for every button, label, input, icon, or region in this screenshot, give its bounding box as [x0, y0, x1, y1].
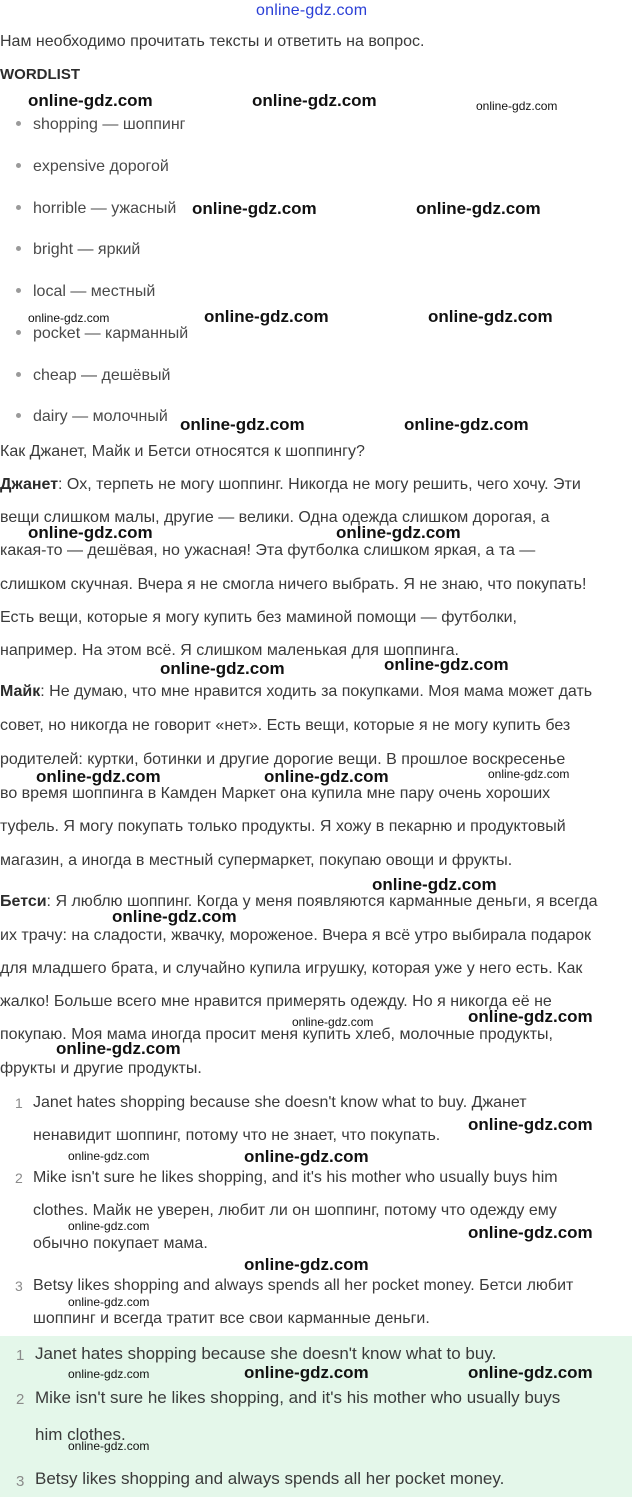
watermark: online-gdz.com — [28, 523, 153, 542]
answer-line: Betsy likes shopping and always spends all her pocket money. — [35, 1469, 505, 1488]
answer-number: 3 — [16, 1473, 25, 1490]
paragraph-text: : Я люблю шоппинг. Когда у меня появляются карманные деньги, я всегда — [46, 893, 598, 910]
list-item-text: local — местный — [33, 283, 156, 300]
watermark: online-gdz.com — [336, 523, 461, 542]
watermark: online-gdz.com — [68, 1219, 150, 1233]
bullet-icon — [16, 163, 21, 168]
paragraph-line: во время шоппинга в Камден Маркет она купила мне пару очень хороших — [0, 785, 551, 802]
watermark: online-gdz.com — [264, 767, 389, 786]
list-item-text: dairy — молочный — [33, 408, 168, 425]
answer-line: шоппинг и всегда тратит все свои карманные деньги. — [33, 1310, 430, 1327]
speaker-name: Бетси — [0, 893, 47, 910]
bullet-icon — [16, 330, 21, 335]
watermark: online-gdz.com — [468, 1363, 593, 1382]
answer-panel — [0, 1336, 632, 1497]
watermark: online-gdz.com — [68, 1149, 150, 1163]
watermark: online-gdz.com — [244, 1255, 369, 1274]
watermark: online-gdz.com — [68, 1295, 150, 1309]
list-item — [16, 158, 169, 176]
watermark: online-gdz.com — [468, 1007, 593, 1026]
watermark: online-gdz.com — [180, 415, 305, 434]
watermark: online-gdz.com — [36, 767, 161, 786]
answer-line: Betsy likes shopping and always spends all her pocket money. Бетси любит — [33, 1277, 574, 1294]
paragraph-line: например. На этом всё. Я слишком маленькая для шоппинга. — [0, 642, 459, 659]
answer-line: clothes. Майк не уверен, любит ли он шоппинг, потому что одежду ему — [33, 1202, 557, 1219]
list-item — [16, 367, 170, 385]
watermark: online-gdz.com — [372, 875, 497, 894]
list-item — [16, 325, 188, 343]
watermark: online-gdz.com — [428, 307, 553, 326]
watermark: online-gdz.com — [160, 659, 285, 678]
paragraph-line — [0, 475, 581, 495]
list-item-text: cheap — дешёвый — [33, 367, 171, 384]
watermark: online-gdz.com — [252, 91, 377, 110]
answer-number: 1 — [15, 1095, 23, 1111]
paragraph-line: вещи слишком малы, другие — велики. Одна одежда слишком дорогая, а — [0, 509, 550, 526]
answer-line: обычно покупает мама. — [33, 1235, 208, 1252]
bullet-icon — [16, 205, 21, 210]
answer-line: ненавидит шоппинг, потому что не знает, что покупать. — [33, 1127, 441, 1144]
paragraph-text: : Не думаю, что мне нравится ходить за покупками. Моя мама может дать — [40, 683, 593, 700]
paragraph-line — [0, 682, 592, 702]
paragraph-line: совет, но никогда не говорит «нет». Есть вещи, которые я не могу купить без — [0, 717, 571, 734]
paragraph-line: для младшего брата, и случайно купила игрушку, которая уже у него есть. Как — [0, 960, 583, 977]
watermark: online-gdz.com — [488, 767, 570, 781]
bullet-icon — [16, 413, 21, 418]
answer-number: 2 — [15, 1170, 23, 1186]
answer-number: 1 — [16, 1347, 25, 1364]
question-text: Как Джанет, Майк и Бетси относятся к шоппингу? — [0, 443, 365, 460]
answer-line: Janet hates shopping because she doesn't know what to buy. Джанет — [33, 1094, 527, 1111]
watermark: online-gdz.com — [28, 91, 153, 110]
watermark: online-gdz.com — [56, 1039, 181, 1058]
list-item-text: horrible — ужасный — [33, 200, 177, 217]
list-item — [16, 241, 140, 259]
watermark: online-gdz.com — [192, 199, 317, 218]
list-item-text: bright — яркий — [33, 241, 141, 258]
paragraph-line: Есть вещи, которые я могу купить без маминой помощи — футболки, — [0, 609, 517, 626]
list-item-text: pocket — карманный — [33, 325, 189, 342]
answer-number: 3 — [15, 1278, 23, 1294]
list-item — [16, 200, 176, 218]
watermark: online-gdz.com — [468, 1115, 593, 1134]
answer-line: Mike isn't sure he likes shopping, and it's his mother who usually buys him — [33, 1169, 558, 1186]
watermark: online-gdz.com — [244, 1147, 369, 1166]
paragraph-line: слишком скучная. Вчера я не смогла ничего выбрать. Я не знаю, что покупать! — [0, 576, 587, 593]
answer-line: Mike isn't sure he likes shopping, and it's his mother who usually buys — [35, 1388, 561, 1407]
bullet-icon — [16, 288, 21, 293]
paragraph-line: туфель. Я могу покупать только продукты. Я хожу в пекарню и продуктовый — [0, 818, 566, 835]
answer-line: him clothes. — [35, 1425, 126, 1444]
watermark: online-gdz.com — [28, 311, 110, 325]
list-item-text: expensive дорогой — [33, 158, 169, 175]
watermark: online-gdz.com — [292, 1015, 374, 1029]
intro-text: Нам необходимо прочитать тексты и ответить на вопрос. — [0, 33, 425, 50]
watermark: online-gdz.com — [384, 655, 509, 674]
paragraph-line: их трачу: на сладости, жвачку, мороженое. Вчера я всё утро выбирала подарок — [0, 927, 591, 944]
paragraph-line: фрукты и другие продукты. — [0, 1060, 202, 1077]
list-item — [16, 408, 168, 426]
watermark: online-gdz.com — [416, 199, 541, 218]
watermark: online-gdz.com — [404, 415, 529, 434]
list-item — [16, 116, 186, 134]
paragraph-line — [0, 892, 598, 912]
list-item — [16, 283, 155, 301]
paragraph-line: покупаю. Моя мама иногда просит меня купить хлеб, молочные продукты, — [0, 1026, 553, 1043]
speaker-name: Майк — [0, 683, 41, 700]
bullet-icon — [16, 372, 21, 377]
wordlist-title: WORDLIST — [0, 66, 80, 83]
bullet-icon — [16, 246, 21, 251]
site-header-link[interactable]: online-gdz.com — [256, 2, 368, 19]
watermark: online-gdz.com — [204, 307, 329, 326]
watermark: online-gdz.com — [476, 99, 558, 113]
paragraph-line: магазин, а иногда в местный супермаркет, покупаю овощи и фрукты. — [0, 852, 513, 869]
watermark: online-gdz.com — [244, 1363, 369, 1382]
watermark: online-gdz.com — [68, 1439, 150, 1453]
speaker-name: Джанет — [0, 476, 59, 493]
list-item-text: shopping — шоппинг — [33, 116, 186, 133]
answer-line: Janet hates shopping because she doesn't know what to buy. — [35, 1344, 497, 1363]
paragraph-line: какая-то — дешёвая, но ужасная! Эта футболка слишком яркая, а та — — [0, 542, 536, 559]
paragraph-line: родителей: куртки, ботинки и другие дорогие вещи. В прошлое воскресенье — [0, 751, 566, 768]
watermark: online-gdz.com — [468, 1223, 593, 1242]
paragraph-text: : Ох, терпеть не могу шоппинг. Никогда не могу решить, чего хочу. Эти — [58, 476, 581, 493]
bullet-icon — [16, 121, 21, 126]
paragraph-line: жалко! Больше всего мне нравится примерять одежду. Но я никогда её не — [0, 993, 552, 1010]
watermark: online-gdz.com — [112, 907, 237, 926]
watermark: online-gdz.com — [68, 1367, 150, 1381]
answer-number: 2 — [16, 1391, 25, 1408]
